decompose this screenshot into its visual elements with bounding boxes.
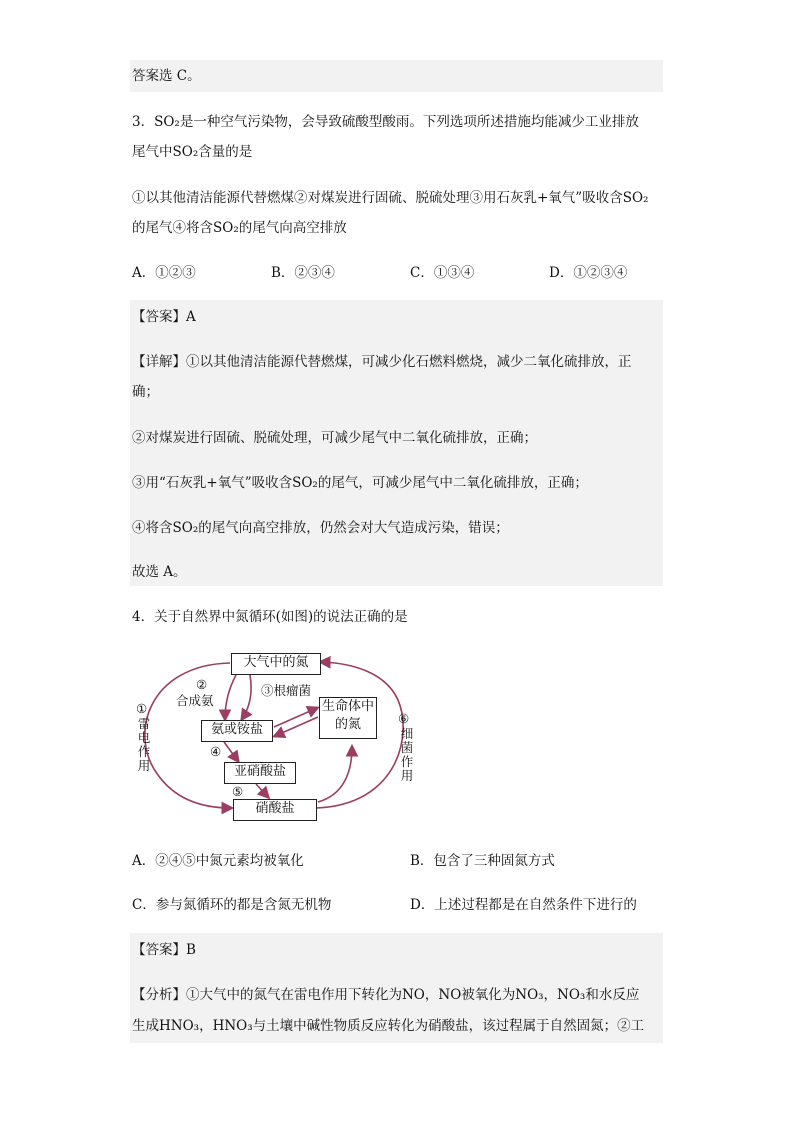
q3-detail-line3: ②对煤炭进行固硫、脱硫处理，可减少尾气中二氧化硫排放，正确； [132, 430, 537, 446]
q4-option-d: D．上述过程都是在自然条件下进行的 [410, 897, 637, 913]
q3-detail-line5: ④将含SO₂的尾气向高空排放，仍然会对大气造成污染，错误； [132, 520, 509, 536]
arrow-nitrite-to-nitrate [256, 784, 268, 797]
box-ammonia: 氨或铵盐 [201, 720, 273, 742]
q4-stem: 4．关于自然界中氮循环(如图)的说法正确的是 [132, 609, 408, 625]
q3-detail-line2: 确； [132, 384, 159, 400]
q3-detail-line4: ③用“石灰乳+氧气”吸收含SO₂的尾气，可减少尾气中二氧化硫排放，正确； [132, 475, 588, 491]
arrow-root-nodule [242, 675, 251, 719]
label-lightning: 雷电作用 [137, 716, 151, 773]
q4-option-a: A．②④⑤中氮元素均被氧化 [132, 853, 304, 869]
q4-option-b: B．包含了三种固氮方式 [410, 853, 555, 869]
q3-stem-line1: 3．SO₂是一种空气污染物，会导致硫酸型酸雨。下列选项所述措施均能减少工业排放 [132, 114, 639, 130]
q3-option-c: C．①③④ [410, 265, 475, 281]
arrow-ammonia-to-organism [274, 708, 317, 727]
q3-conclusion: 故选 A。 [132, 564, 187, 580]
nitrogen-cycle-diagram [128, 645, 428, 830]
q4-answer: 【答案】B [132, 942, 196, 958]
q3-option-d: D．①②③④ [549, 265, 628, 281]
arrow-synthesis [225, 675, 236, 719]
q3-stem-line2: 尾气中SO₂含量的是 [132, 144, 253, 160]
q3-measures-line2: 的尾气④将含SO₂的尾气向高空排放 [132, 220, 347, 236]
arrow-nitrate-to-organism [318, 747, 352, 802]
label-step-4: ④ [210, 744, 222, 759]
label-step-5: ⑤ [232, 784, 244, 799]
label-step-2: ② [196, 677, 208, 692]
q3-answer: 【答案】A [132, 309, 196, 325]
box-atmosphere-nitrogen: 大气中的氮 [231, 653, 321, 675]
answer-block-shade-top [130, 60, 663, 92]
arrow-ammonia-to-nitrite [224, 742, 238, 761]
q4-analysis-line2: 生成HNO₃，HNO₃与土壤中碱性物质反应转化为硝酸盐，该过程属于自然固氮；②工 [132, 1018, 645, 1034]
q3-option-a: A．①②③ [132, 265, 196, 281]
q3-measures-line1: ①以其他清洁能源代替燃煤②对煤炭进行固硫、脱硫处理③用石灰乳+氧气”吸收含SO₂ [132, 190, 649, 206]
box-nitrite: 亚硝酸盐 [224, 762, 296, 784]
q4-analysis-line1: 【分析】①大气中的氮气在雷电作用下转化为NO，NO被氧化为NO₃，NO₃和水反应 [132, 987, 640, 1003]
previous-answer: 答案选 C。 [132, 68, 201, 84]
arrow-organism-to-ammonia [275, 717, 318, 736]
label-root-nodule: ③根瘤菌 [261, 683, 312, 698]
box-organism-nitrogen: 生命体中的氮 [319, 697, 377, 739]
label-step-6: ⑥ [398, 711, 410, 726]
box-nitrate: 硝酸盐 [233, 799, 317, 821]
q3-option-b: B．②③④ [271, 265, 335, 281]
label-step-1: ① [136, 701, 148, 716]
q4-option-c: C．参与氮循环的都是含氮无机物 [132, 897, 332, 913]
label-bacteria: 细菌作用 [400, 726, 414, 783]
label-synthesis: 合成氨 [176, 693, 214, 708]
q3-detail-line1: 【详解】①以其他清洁能源代替燃煤，可减少化石燃料燃烧，减少二氧化硫排放，正 [132, 354, 632, 370]
